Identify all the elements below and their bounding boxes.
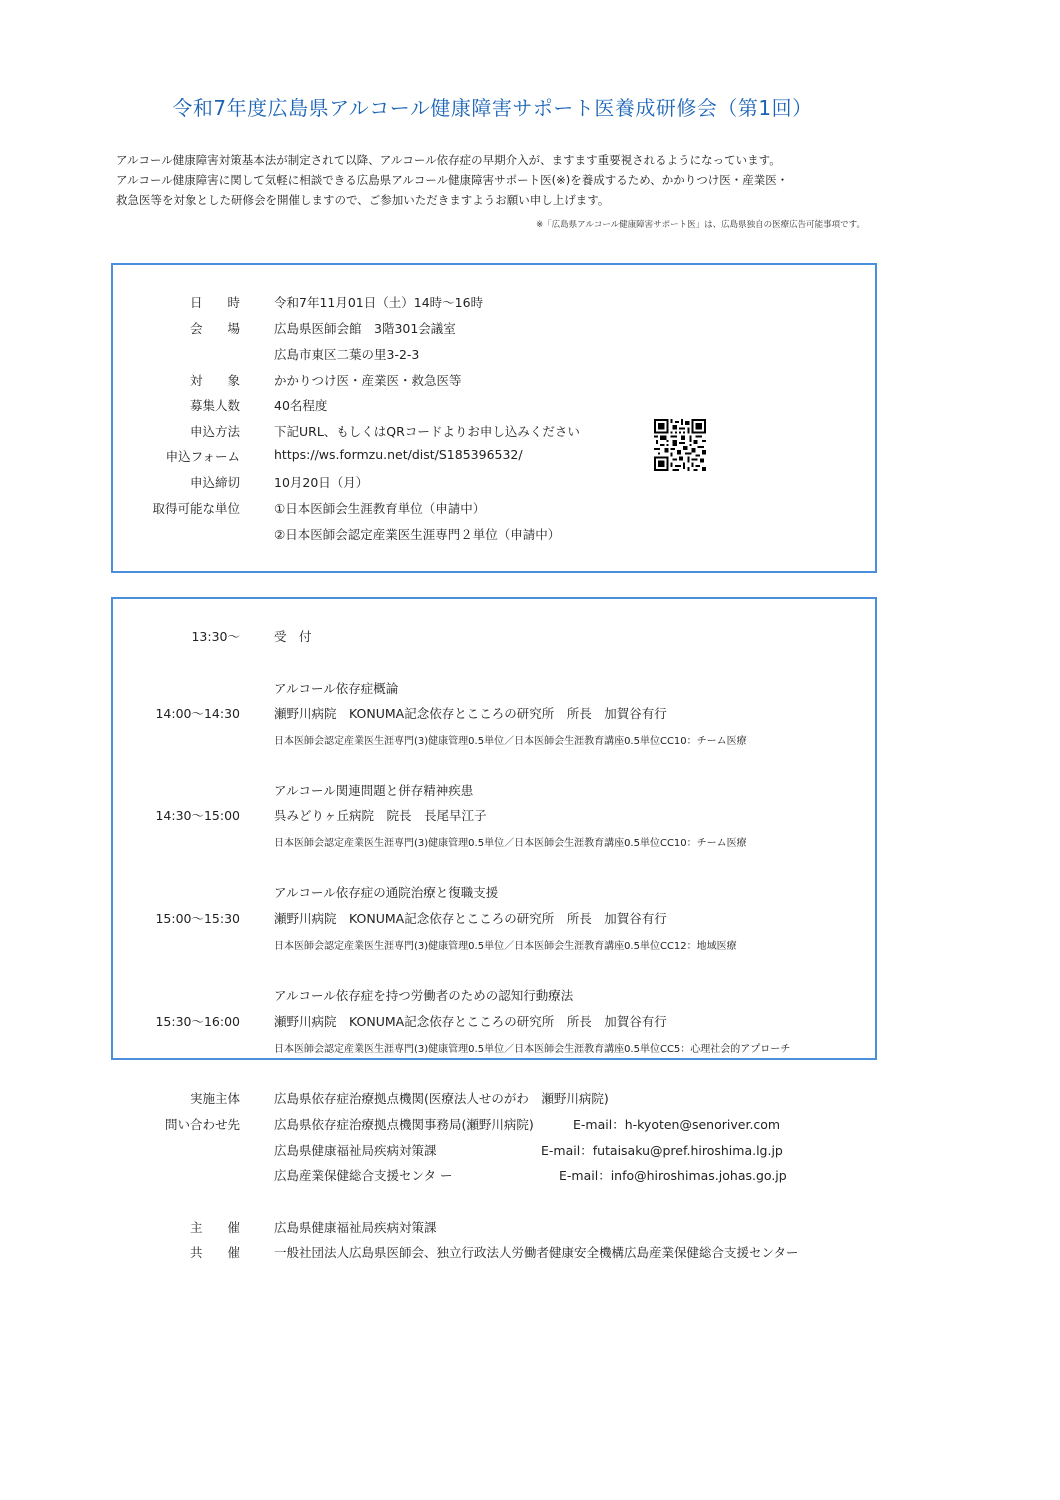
qr-code-icon[interactable] [654, 419, 706, 471]
session-title: アルコール関連問題と併存精神疾患 [274, 783, 474, 798]
capacity-value: 40名程度 [274, 398, 328, 413]
contact-email-link[interactable]: E-mail：info@hiroshimas.johas.go.jp [559, 1168, 787, 1183]
intro-line: 救急医等を対象とした研修会を開催しますので、ご参加いただきますようお願い申し上げます。 [116, 193, 610, 207]
deadline-label: 申込締切 [189, 475, 240, 490]
session-time: 14:00～14:30 [155, 706, 240, 721]
contact-name: 広島産業保健総合支援センタ ー [274, 1168, 453, 1183]
session-title: アルコール依存症を持つ労働者のための認知行動療法 [274, 988, 574, 1003]
session-time: 14:30～15:00 [155, 808, 240, 823]
session-credit: 日本医師会認定産業医生涯専門(3)健康管理0.5単位／日本医師会生涯教育講座0.5単位CC12：地域医療 [274, 941, 737, 952]
session-time: 15:30～16:00 [155, 1014, 240, 1029]
deadline-value: 10月20日（月） [274, 475, 369, 490]
venue-value: 広島県医師会館 3階301会議室 [274, 321, 456, 336]
reception-time: 13:30～ [191, 629, 240, 644]
session-title: アルコール依存症概論 [274, 681, 399, 696]
credit-label: 取得可能な単位 [152, 501, 240, 516]
contact-email-link[interactable]: E-mail：h-kyoten@senoriver.com [573, 1117, 781, 1132]
session-speaker: 瀬野川病院 KONUMA記念依存とこころの研究所 所長 加賀谷有行 [274, 706, 667, 721]
intro-line: アルコール健康障害に関して気軽に相談できる広島県アルコール健康障害サポート医(※)を養成するため、かかりつけ医・産業医・ [116, 173, 789, 187]
host-value: 広島県健康福祉局疾病対策課 [274, 1220, 437, 1235]
session-credit: 日本医師会認定産業医生涯専門(3)健康管理0.5単位／日本医師会生涯教育講座0.5単位CC5：心理社会的アプローチ [274, 1044, 791, 1055]
footnote: ※「広島県アルコール健康障害サポート医」は、広島県独自の医療広告可能事項です。 [536, 220, 865, 230]
intro-text [116, 150, 788, 210]
credit-value-1: ①日本医師会生涯教育単位（申請中） [274, 501, 486, 516]
organizer-value: 広島県依存症治療拠点機関(医療法人せのがわ 瀬野川病院) [274, 1091, 609, 1106]
target-value: かかりつけ医・産業医・救急医等 [274, 373, 462, 388]
contact-label: 問い合わせ先 [164, 1117, 240, 1132]
page-title: 令和7年度広島県アルコール健康障害サポート医養成研修会（第1回） [172, 96, 813, 120]
session-speaker: 呉みどりヶ丘病院 院長 長尾早江子 [274, 808, 487, 823]
session-speaker: 瀬野川病院 KONUMA記念依存とこころの研究所 所長 加賀谷有行 [274, 1014, 667, 1029]
session-credit: 日本医師会認定産業医生涯専門(3)健康管理0.5単位／日本医師会生涯教育講座0.5単位CC10：チーム医療 [274, 838, 747, 849]
contact-name: 広島県依存症治療拠点機関事務局(瀬野川病院) [274, 1117, 534, 1132]
date-label: 日 時 [189, 295, 240, 310]
intro-line: アルコール健康障害対策基本法が制定されて以降、アルコール依存症の早期介入が、ますます重要視されるようになっています。 [116, 153, 781, 167]
form-label: 申込フォーム [165, 449, 240, 464]
host-label: 主 催 [189, 1220, 240, 1235]
session-speaker: 瀬野川病院 KONUMA記念依存とこころの研究所 所長 加賀谷有行 [274, 911, 667, 926]
date-value: 令和7年11月01日（土）14時～16時 [274, 295, 484, 310]
reception-label: 受 付 [274, 629, 312, 644]
session-title: アルコール依存症の通院治療と復職支援 [274, 885, 499, 900]
venue-label: 会 場 [189, 321, 240, 336]
contact-name: 広島県健康福祉局疾病対策課 [274, 1143, 437, 1158]
form-url-link[interactable]: https://ws.formzu.net/dist/S185396532/ [274, 447, 523, 462]
capacity-label: 募集人数 [189, 398, 240, 413]
target-label: 対 象 [189, 373, 240, 388]
method-label: 申込方法 [189, 424, 240, 439]
cohost-value: 一般社団法人広島県医師会、独立行政法人労働者健康安全機構広島産業保健総合支援センター [274, 1245, 799, 1260]
contact-email-link[interactable]: E-mail：futaisaku@pref.hiroshima.lg.jp [541, 1143, 783, 1158]
session-time: 15:00～15:30 [155, 911, 240, 926]
session-credit: 日本医師会認定産業医生涯専門(3)健康管理0.5単位／日本医師会生涯教育講座0.5単位CC10：チーム医療 [274, 736, 747, 747]
organizer-label: 実施主体 [189, 1091, 240, 1106]
cohost-label: 共 催 [189, 1245, 240, 1260]
credit-value-2: ②日本医師会認定産業医生涯専門２単位（申請中） [274, 527, 561, 542]
method-value: 下記URL、もしくはQRコードよりお申し込みください [274, 424, 580, 439]
venue-address: 広島市東区二葉の里3-2-3 [274, 347, 420, 362]
